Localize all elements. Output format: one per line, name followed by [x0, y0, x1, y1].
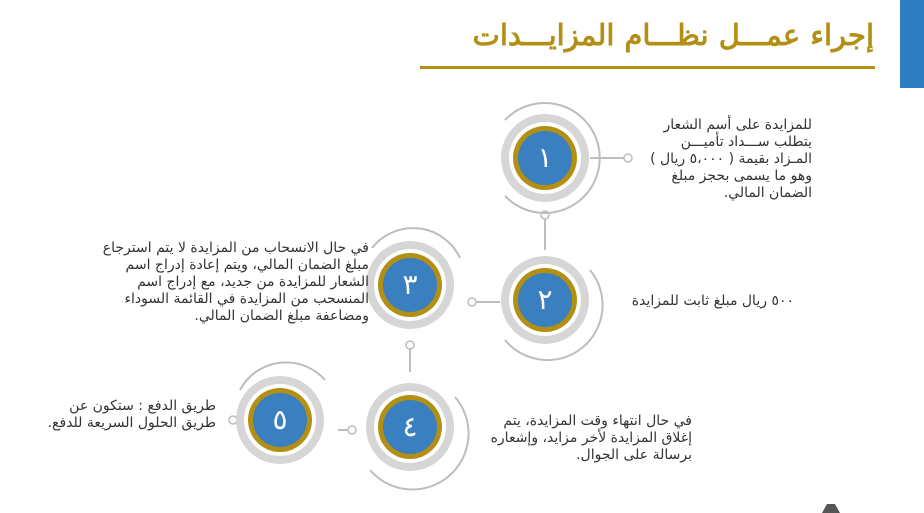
step-5-node	[236, 376, 324, 464]
step-5-number: ٥	[272, 403, 288, 436]
connector-dot-5	[348, 426, 356, 434]
step-1-number: ١	[537, 141, 553, 174]
connector-dot-4	[406, 341, 414, 349]
connector-dot-3	[468, 298, 476, 306]
step-5-text: طريق الدفع : ستكون عن طريق الحلول السريعة للدفع.	[47, 398, 216, 431]
slide-marker-icon	[822, 494, 840, 513]
page-title: إجراء عمـــل نظـــام المزايـــدات	[472, 18, 874, 52]
step-2-number: ٢	[537, 283, 553, 316]
step-3-number: ٣	[402, 268, 418, 301]
step-4-text: في حال انتهاء وقت المزايدة، يتم إغلاق المزايدة لأخر مزايد، وإشعاره برسالة على الجوال.	[490, 413, 692, 463]
connector-dot-6	[229, 416, 237, 424]
step-3-node	[366, 241, 454, 329]
step-4-node	[366, 383, 454, 471]
step-1-node	[501, 114, 589, 202]
step-1-text: للمزايدة على أسم الشعار يتطلب ســـداد تأميـــن المـزاد بقيمة ( ٥،٠٠٠ ريال ) وهو ما يسمى بحجز مبلغ الضمان المالي.	[650, 117, 812, 201]
step-3-text: في حال الانسحاب من المزايدة لا يتم استرجاع مبلغ الضمان المالي، ويتم إعادة إدراج اسم الشعار للمزايدة من جديد، مع إدراج اسم المنسحب من المزايدة في القائمة السوداء ومضاعفة مبلغ الضمان المالي.	[102, 240, 369, 324]
step-2-text: ٥٠٠ ريال مبلغ ثابت للمزايدة	[631, 293, 794, 309]
step-4-number: ٤	[402, 410, 418, 443]
